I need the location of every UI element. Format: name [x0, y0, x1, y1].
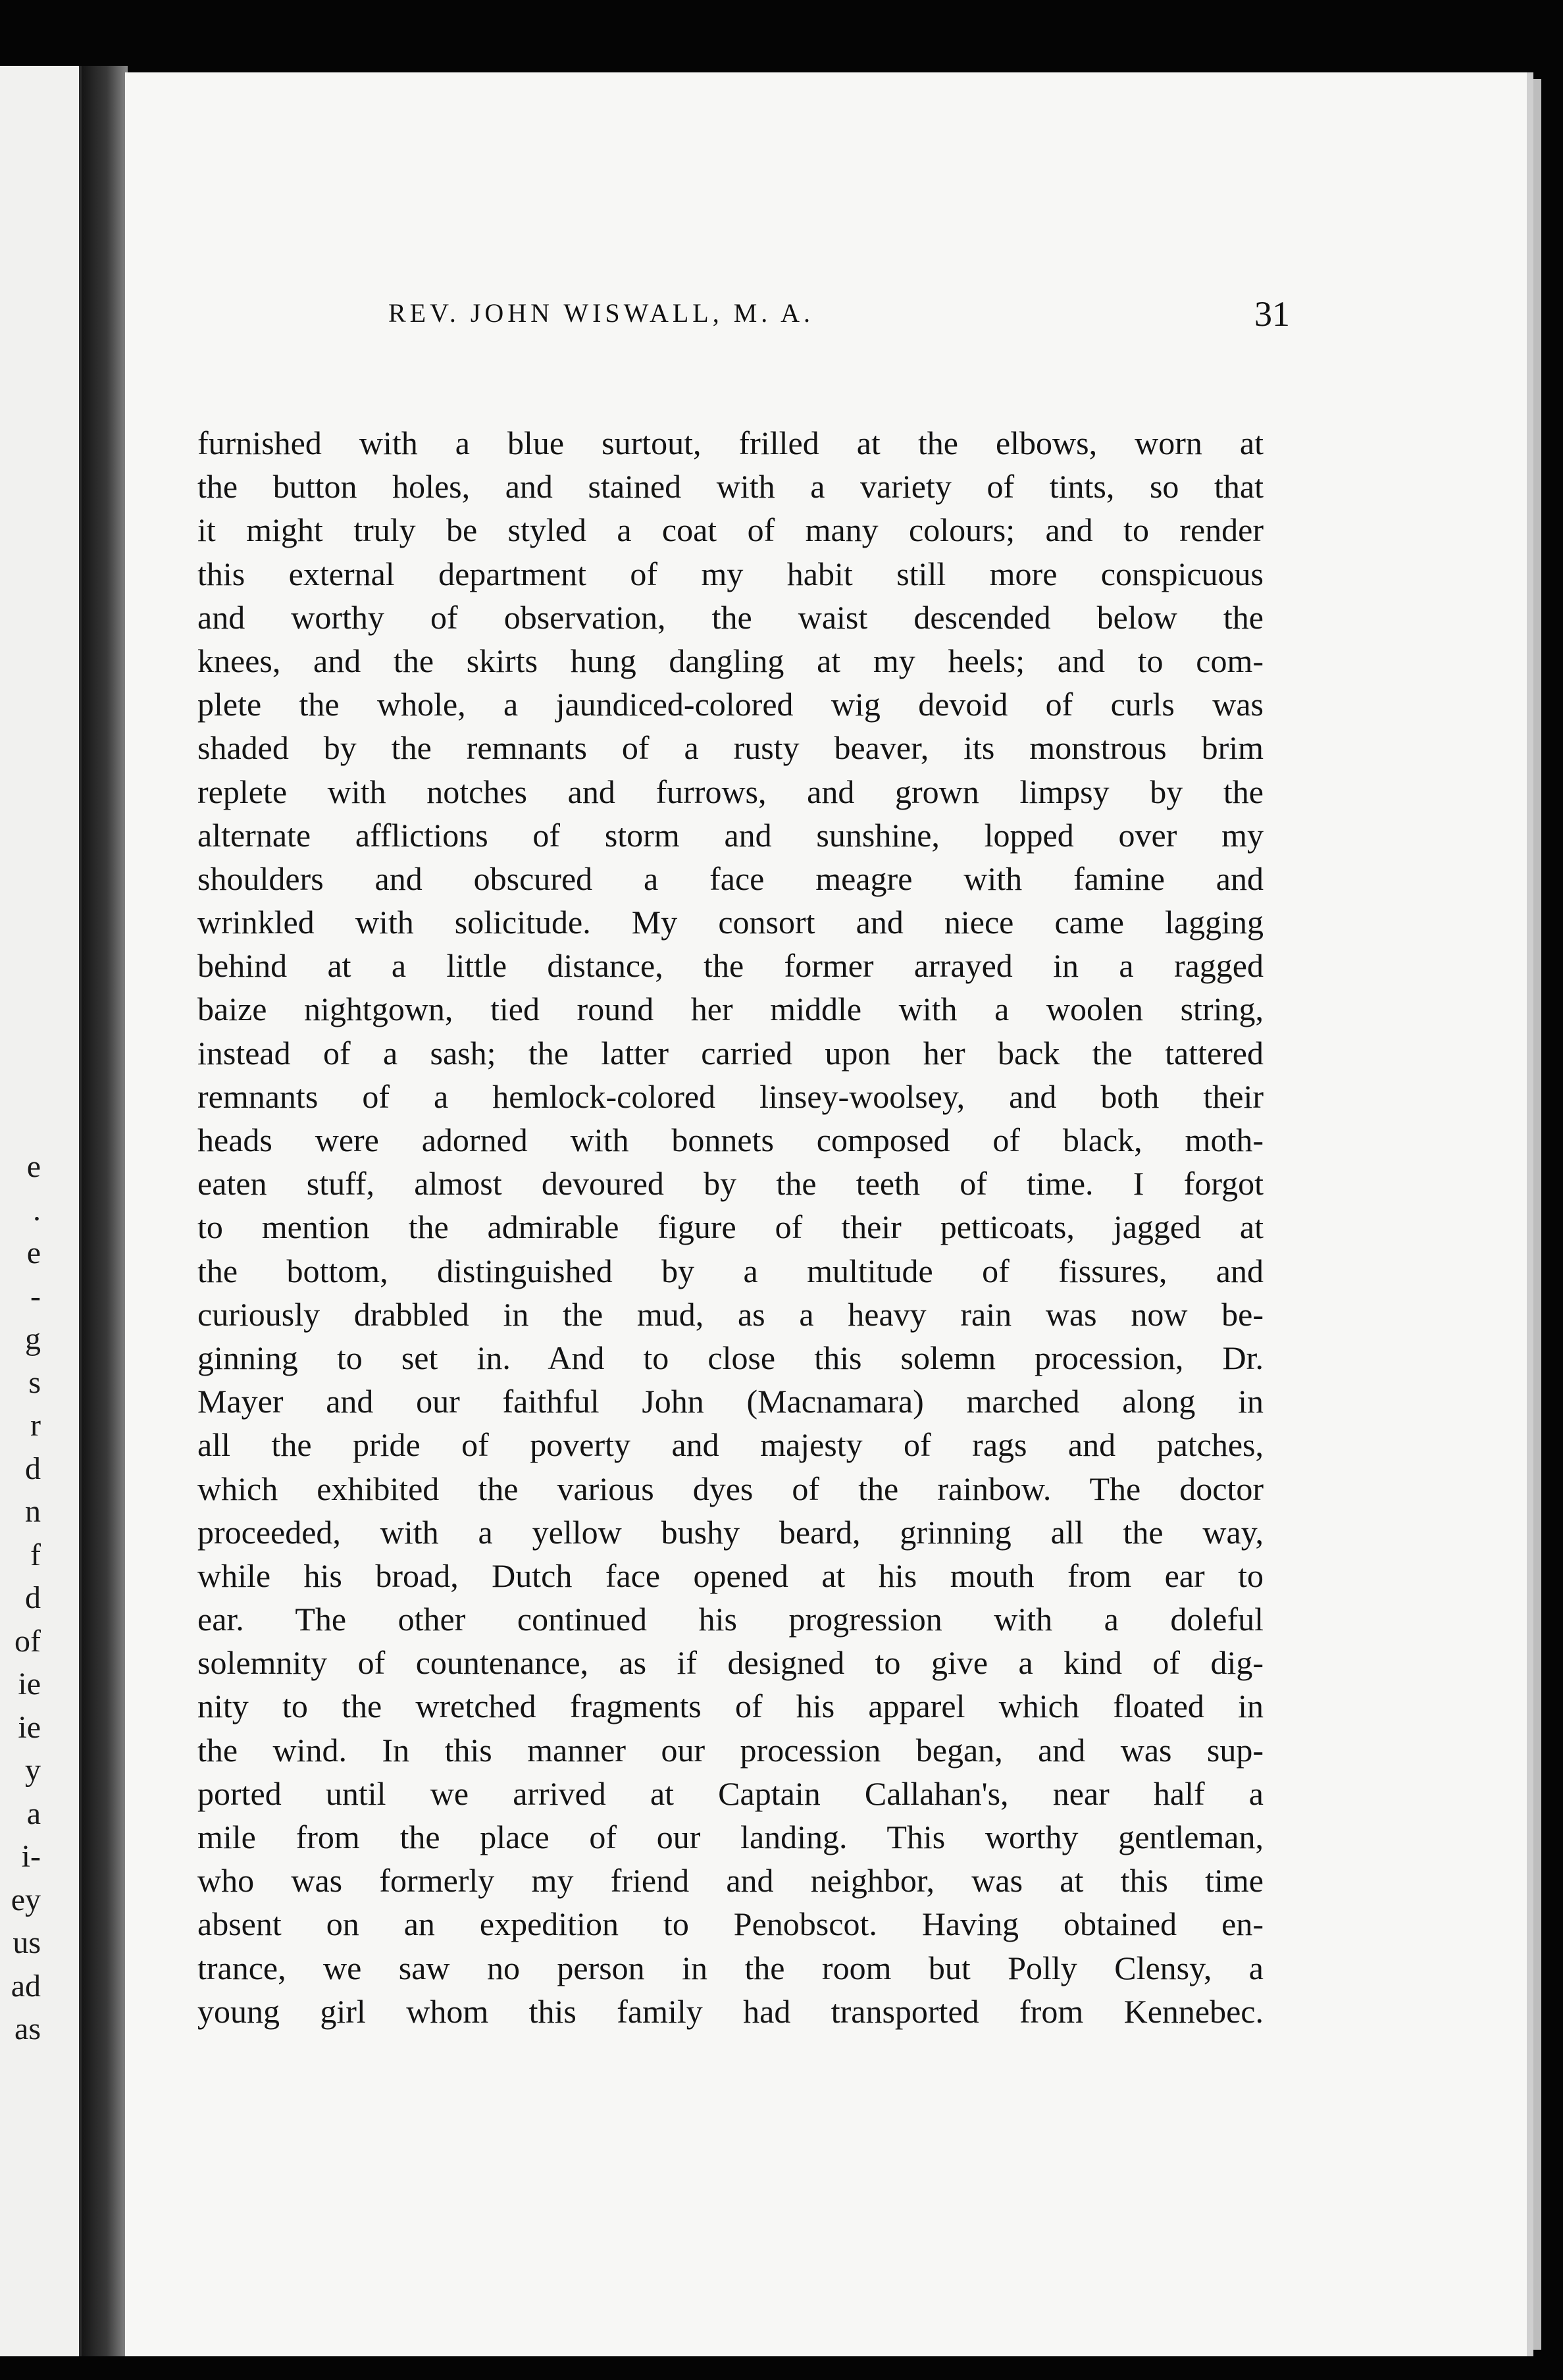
- facing-page-fragment: e: [26, 1235, 41, 1270]
- text-line: eaten stuff, almost devoured by the teeth of time. I forgot: [197, 1165, 1264, 1203]
- text-line: proceeded, with a yellow bushy beard, grinning all the way,: [197, 1513, 1264, 1551]
- body-text: [197, 421, 1264, 2033]
- facing-page-fragment: s: [28, 1364, 41, 1400]
- facing-page-fragment: e: [26, 1149, 41, 1184]
- text-line: curiously drabbled in the mud, as a heavy rain was now be-: [197, 1295, 1264, 1333]
- book-gutter-shadow: [82, 66, 128, 2356]
- text-line: who was formerly my friend and neighbor, was at this time: [197, 1862, 1264, 1900]
- facing-page-fragment: ie: [18, 1709, 41, 1745]
- text-line: trance, we saw no person in the room but Polly Clensy, a: [197, 1949, 1264, 1986]
- facing-page-fragment: r: [30, 1408, 41, 1443]
- text-line: ported until we arrived at Captain Callahan's, near half a: [197, 1774, 1264, 1812]
- text-line: to mention the admirable figure of their petticoats, jagged at: [197, 1208, 1264, 1246]
- text-line: behind at a little distance, the former arrayed in a ragged: [197, 947, 1264, 985]
- facing-page-fragment: n: [25, 1494, 41, 1529]
- facing-page-fragment: d: [25, 1580, 41, 1615]
- text-line: the bottom, distinguished by a multitude of fissures, and: [197, 1252, 1264, 1289]
- text-line: nity to the wretched fragments of his apparel which floated in: [197, 1688, 1264, 1725]
- page-number: 31: [1254, 294, 1290, 334]
- text-line: mile from the place of our landing. This worthy gentleman,: [197, 1819, 1264, 1855]
- facing-page-fragment: f: [30, 1537, 41, 1572]
- facing-page-fragment: .: [33, 1192, 41, 1228]
- text-line: shaded by the remnants of a rusty beaver, its monstrous brim: [197, 729, 1264, 767]
- text-line: and worthy of observation, the waist descended below the: [197, 598, 1264, 636]
- text-line: plete the whole, a jaundiced-colored wig devoid of curls was: [197, 686, 1264, 723]
- facing-page-text-fragments: [1, 1145, 41, 2051]
- text-line: instead of a sash; the latter carried upon her back the tattered: [197, 1034, 1264, 1072]
- facing-page-fragment: us: [13, 1925, 41, 1960]
- facing-page-fragment: ey: [11, 1882, 41, 1917]
- text-line: the button holes, and stained with a variety of tints, so that: [197, 468, 1264, 505]
- running-head-title: REV. JOHN WISWALL, M. A.: [388, 298, 814, 328]
- text-line: replete with notches and furrows, and grown limpsy by the: [197, 773, 1264, 810]
- text-line: knees, and the skirts hung dangling at my heels; and to com-: [197, 642, 1264, 679]
- text-line: Mayer and our faithful John (Macnamara) marched along in: [197, 1383, 1264, 1420]
- text-line: furnished with a blue surtout, frilled at the elbows, worn at: [197, 425, 1264, 461]
- facing-page-fragment: d: [25, 1451, 41, 1486]
- text-line: young girl whom this family had transported from Kennebec.: [197, 1992, 1264, 2030]
- text-line: absent on an expedition to Penobscot. Having obtained en-: [197, 1905, 1264, 1943]
- facing-page-fragment: a: [26, 1796, 41, 1831]
- facing-page-fragment: ad: [11, 1968, 41, 2004]
- text-line: wrinkled with solicitude. My consort and niece came lagging: [197, 904, 1264, 941]
- facing-page-fragment: ie: [18, 1667, 41, 1701]
- text-line: heads were adorned with bonnets composed of black, moth-: [197, 1122, 1264, 1158]
- page-edge: [1533, 79, 1541, 2350]
- facing-page-fragment: i-: [21, 1839, 41, 1874]
- text-line: baize nightgown, tied round her middle with a woolen string,: [197, 991, 1264, 1028]
- text-line: which exhibited the various dyes of the rainbow. The doctor: [197, 1470, 1264, 1507]
- text-line: solemnity of countenance, as if designed to give a kind of dig-: [197, 1644, 1264, 1682]
- text-line: it might truly be styled a coat of many colours; and to render: [197, 511, 1264, 549]
- facing-page-fragment: as: [14, 2011, 41, 2046]
- text-line: while his broad, Dutch face opened at his mouth from ear to: [197, 1557, 1264, 1594]
- running-head: [388, 294, 1290, 346]
- text-line: all the pride of poverty and majesty of rags and patches,: [197, 1426, 1264, 1464]
- text-line: alternate afflictions of storm and sunshine, lopped over my: [197, 816, 1264, 854]
- text-line: remnants of a hemlock-colored linsey-woolsey, and both their: [197, 1077, 1264, 1115]
- facing-page-fragment: -: [30, 1278, 41, 1314]
- facing-page-edge: [0, 66, 82, 2356]
- text-line: the wind. In this manner our procession began, and was sup-: [197, 1731, 1264, 1769]
- text-line: shoulders and obscured a face meagre with famine and: [197, 860, 1264, 897]
- text-line: ear. The other continued his progression with a doleful: [197, 1601, 1264, 1638]
- facing-page-fragment: y: [25, 1753, 41, 1788]
- text-line: this external department of my habit still more conspicuous: [197, 555, 1264, 592]
- facing-page-fragment: g: [25, 1322, 41, 1357]
- text-line: ginning to set in. And to close this solemn procession, Dr.: [197, 1339, 1264, 1376]
- facing-page-fragment: of: [14, 1623, 41, 1659]
